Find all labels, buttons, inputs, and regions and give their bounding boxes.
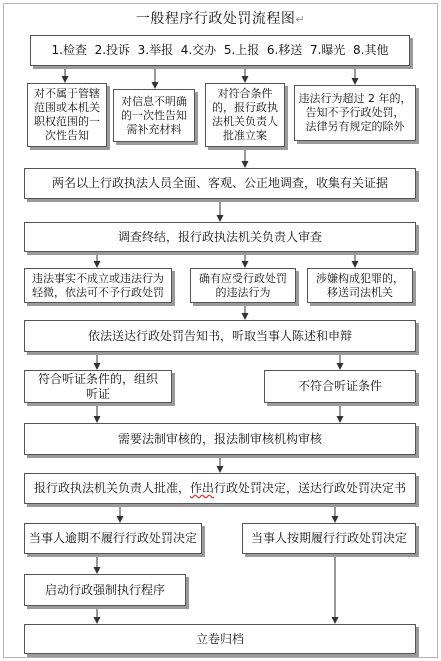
out-of-scope-notice-box [27,83,107,147]
comply-text: 当事人按期履行行政处罚决定 [250,531,407,545]
penalty-decision-text-marked: 作出 [189,481,214,495]
enforcement-text: 启动行政强制执行程序 [44,582,165,597]
penalty-decision-text-post: 行政处罚决定，送达行政处罚决定书 [214,481,407,495]
overdue-no-penalty-text: 违法行为超过 2 年的， 告知不予行政处罚， 法律另有规定的除外 [298,92,412,133]
no-penalty-text: 违法事实不成立或违法行为 轻微，依法可不予行政处罚 [32,271,164,299]
investigation-text: 两名以上行政执法人员全面、客观、公正地调查，收集有关证据 [51,176,388,190]
criminal-transfer-box [307,268,413,303]
penalty-text: 确有应受行政处罚 的违法行为 [199,271,287,299]
penalty-decision-box [24,473,416,504]
enforcement-box [24,574,186,606]
approve-case-box [205,83,285,147]
legal-review-text: 需要法制审核的，报法制审核机构审核 [117,431,322,446]
hearing-ineligible-text: 不符合听证条件 [297,379,382,393]
case-sources-text: 1.检查 2.投诉 3.举报 4.交办 5.上报 6.移送 7.曝光 8.其他 [51,43,389,57]
case-sources-box [30,35,410,66]
title-text: 一般程序行政处罚流程图 [135,11,296,27]
unclear-info-notice-text: 对信息不明确 的一次性告知 需补充材料 [121,94,187,136]
penalty-decision-text-pre: 报行政执法机关负责人批准， [33,481,190,495]
notification-text: 依法送达行政处罚告知书，听取当事人陈述和申辩 [87,328,352,343]
review-box [24,222,416,252]
unclear-info-notice-box [113,89,195,142]
overdue-no-penalty-box [294,85,416,141]
notification-box [24,320,416,352]
not-comply-text: 当事人逾期不履行行政处罚决定 [28,531,197,545]
archive-box [24,624,416,654]
penalty-box [190,268,296,303]
hearing-eligible-box [24,370,172,403]
review-text: 调查终结，报行政执法机关负责人审查 [117,229,322,244]
comply-box [242,523,416,554]
out-of-scope-notice-text: 对不属于管辖 范围或本机关 职权范围的一 次性告知 [34,87,100,142]
no-penalty-box [24,268,172,303]
legal-review-box [24,423,416,455]
penalty-decision-text [34,481,406,496]
archive-text: 立卷归档 [195,631,244,646]
not-comply-box [24,523,202,554]
paragraph-mark-icon: ↵ [295,13,306,26]
criminal-transfer-text: 涉嫌构成犯罪的， 移送司法机关 [316,271,404,299]
hearing-ineligible-box [264,370,416,403]
investigation-box [24,168,416,199]
hearing-eligible-text: 符合听证条件的，组织 听证 [37,371,158,401]
approve-case-text: 对符合条件 的，报行政执 法机关负责人 批准立案 [212,87,278,142]
